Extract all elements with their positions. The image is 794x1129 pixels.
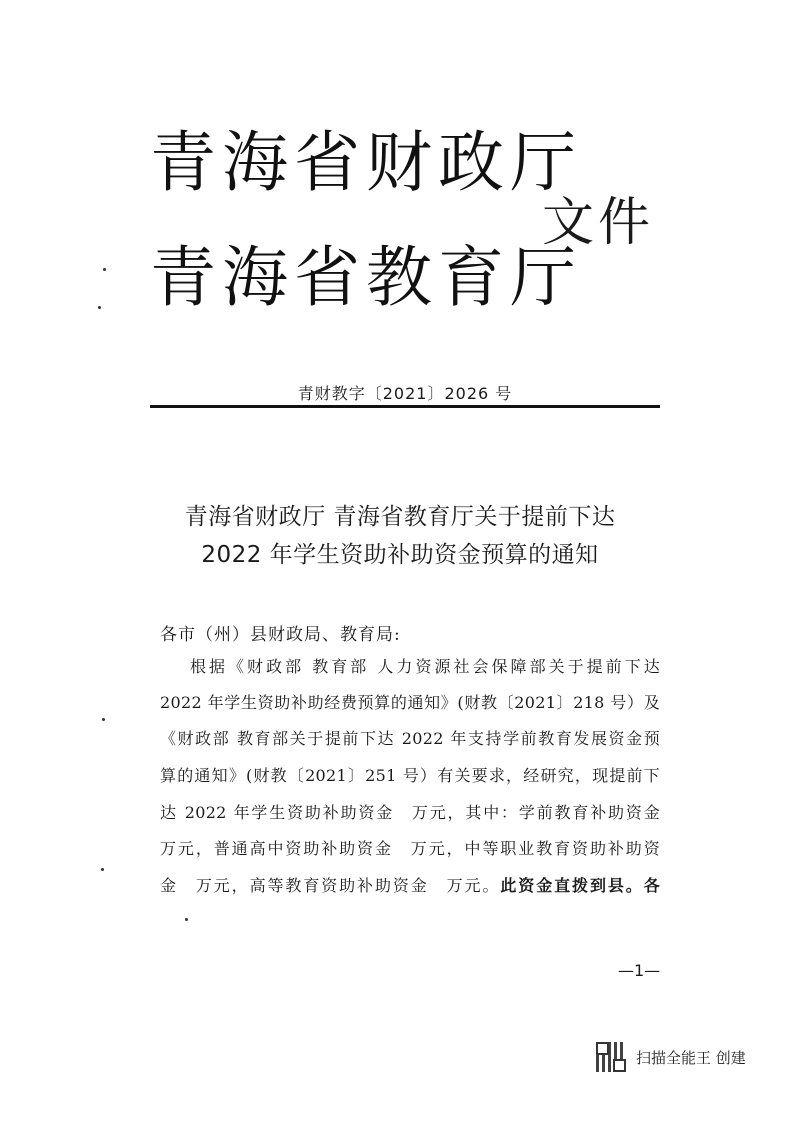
header-issuer-line-2: 青海省教育厅: [150, 239, 582, 316]
body-line: 万元，普通高中资助补助资金 万元，中等职业教育资助补助资: [160, 839, 660, 858]
body-line: 2022 年学生资助补助经费预算的通知》(财教〔2021〕218 号）及: [160, 693, 660, 712]
body-line: 《财政部 教育部关于提前下达 2022 年支持学前教育发展资金预: [160, 729, 660, 748]
scan-speck: [98, 306, 101, 309]
qr-code-icon: [596, 1042, 626, 1072]
body-line: 达 2022 年学生资助补助资金 万元，其中：学前教育补助资金: [160, 803, 660, 822]
body-line: 根据《财政部 教育部 人力资源社会保障部关于提前下达: [190, 657, 660, 676]
scan-speck: [185, 918, 188, 921]
scanner-watermark-text: 扫描全能王 创建: [636, 1048, 746, 1067]
header-divider: [150, 405, 660, 408]
body-line: 算的通知》(财教〔2021〕251 号）有关要求，经研究，现提前下: [160, 766, 660, 785]
document-number: 青财教字〔2021〕2026 号: [297, 384, 513, 403]
salutation: 各市（州）县财政局、教育局:: [160, 625, 401, 645]
body-line-last: [160, 876, 660, 896]
header-issuer-line-1: 青海省财政厅: [150, 124, 582, 201]
page-number: —1—: [618, 961, 661, 980]
document-title-line-2: 2022 年学生资助补助资金预算的通知: [201, 542, 599, 568]
scan-speck: [103, 268, 106, 271]
scanner-watermark: [596, 1042, 746, 1072]
scan-speck: [101, 868, 104, 871]
scan-speck: [102, 718, 105, 721]
body-bold-text: 此资金直拨到县。各: [500, 876, 661, 895]
body-text: 金 万元，高等教育资助补助资金 万元。: [160, 876, 501, 895]
document-title-line-1: 青海省财政厅 青海省教育厅关于提前下达: [184, 504, 616, 530]
header-document-suffix: 文件: [542, 193, 655, 253]
